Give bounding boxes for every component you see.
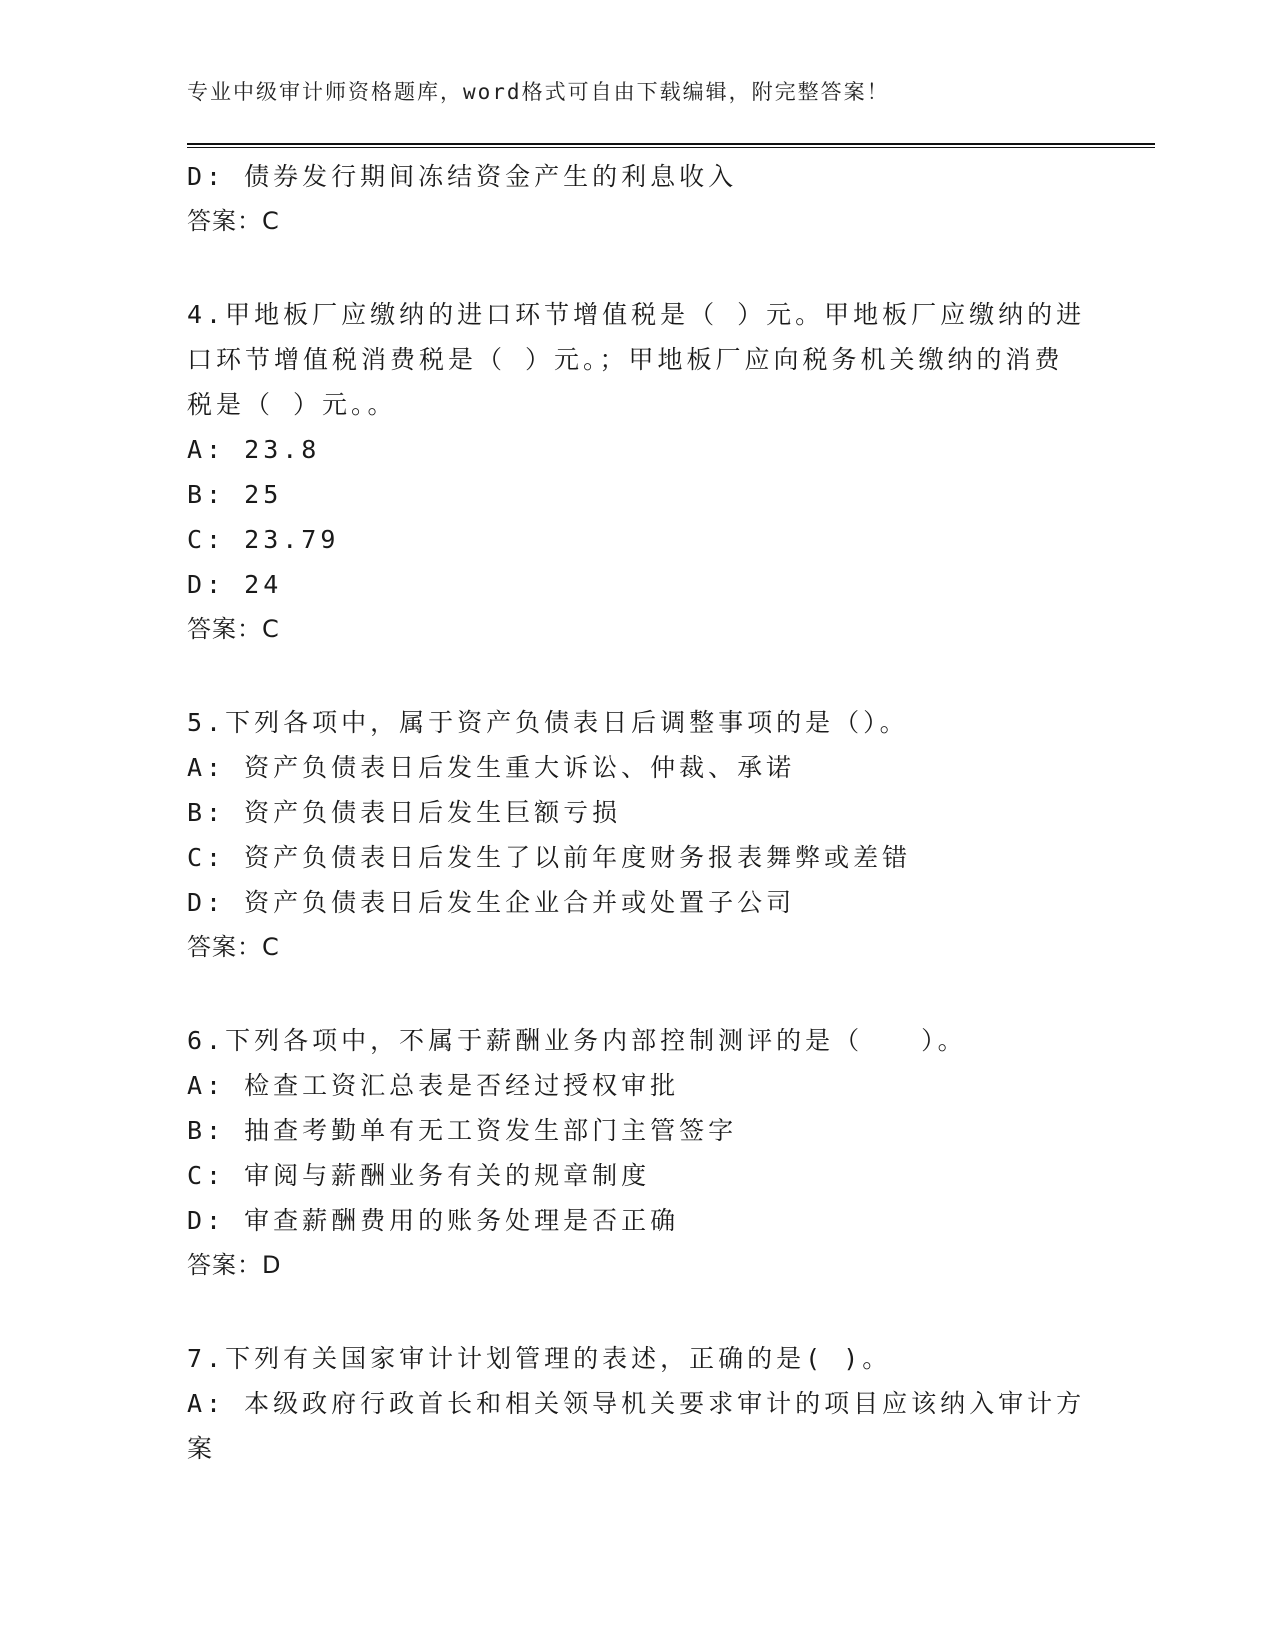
question-option: B: 抽查考勤单有无工资发生部门主管签字 bbox=[187, 1116, 738, 1145]
question-gap bbox=[187, 244, 1087, 292]
question-stem-line: 口环节增值税消费税是（ ）元。；甲地板厂应向税务机关缴纳的消费 bbox=[187, 345, 1064, 374]
question-option: D: 资产负债表日后发生企业合并或处置子公司 bbox=[187, 888, 796, 917]
question-option: 案 bbox=[187, 1434, 217, 1463]
question-stem-line: 4.甲地板厂应缴纳的进口环节增值税是（ ）元。甲地板厂应缴纳的进 bbox=[187, 300, 1086, 329]
question-option: A: 检查工资汇总表是否经过授权审批 bbox=[187, 1071, 680, 1100]
question-block bbox=[187, 292, 1087, 652]
question-block bbox=[187, 1018, 1087, 1288]
question-option: C: 23.79 bbox=[187, 525, 340, 554]
answer: 答案：C bbox=[187, 933, 280, 961]
question-stem-line: 6.下列各项中，不属于薪酬业务内部控制测评的是（ ）。 bbox=[187, 1026, 967, 1055]
question-gap bbox=[187, 1288, 1087, 1336]
answer: 答案：D bbox=[187, 1251, 282, 1279]
question-option: D: 审查薪酬费用的账务处理是否正确 bbox=[187, 1206, 680, 1235]
question-stem-line: 5.下列各项中，属于资产负债表日后调整事项的是（）。 bbox=[187, 708, 909, 737]
page-header: 专业中级审计师资格题库，word格式可自由下载编辑，附完整答案！ bbox=[187, 80, 890, 104]
question-option: C: 资产负债表日后发生了以前年度财务报表舞弊或差错 bbox=[187, 843, 912, 872]
question-option: A: 资产负债表日后发生重大诉讼、仲裁、承诺 bbox=[187, 753, 796, 782]
question-gap bbox=[187, 970, 1087, 1018]
header-divider bbox=[187, 143, 1155, 148]
question-gap bbox=[187, 652, 1087, 700]
question-option: B: 25 bbox=[187, 480, 283, 509]
answer: 答案：C bbox=[187, 615, 280, 643]
question-option: A: 本级政府行政首长和相关领导机关要求审计的项目应该纳入审计方 bbox=[187, 1389, 1086, 1418]
option-d: D: 债券发行期间冻结资金产生的利息收入 bbox=[187, 162, 738, 191]
answer: 答案：C bbox=[187, 207, 280, 235]
question-stem-line: 税是（ ）元。。 bbox=[187, 390, 397, 419]
question-option: B: 资产负债表日后发生巨额亏损 bbox=[187, 798, 622, 827]
question-stem-line: 7.下列有关国家审计计划管理的表述，正确的是( )。 bbox=[187, 1344, 892, 1373]
question-option: C: 审阅与薪酬业务有关的规章制度 bbox=[187, 1161, 651, 1190]
question-block bbox=[187, 1336, 1087, 1471]
document-body bbox=[187, 154, 1087, 1471]
question-block bbox=[187, 700, 1087, 970]
question-option: A: 23.8 bbox=[187, 435, 321, 464]
question-list bbox=[187, 244, 1087, 1471]
question-option: D: 24 bbox=[187, 570, 283, 599]
